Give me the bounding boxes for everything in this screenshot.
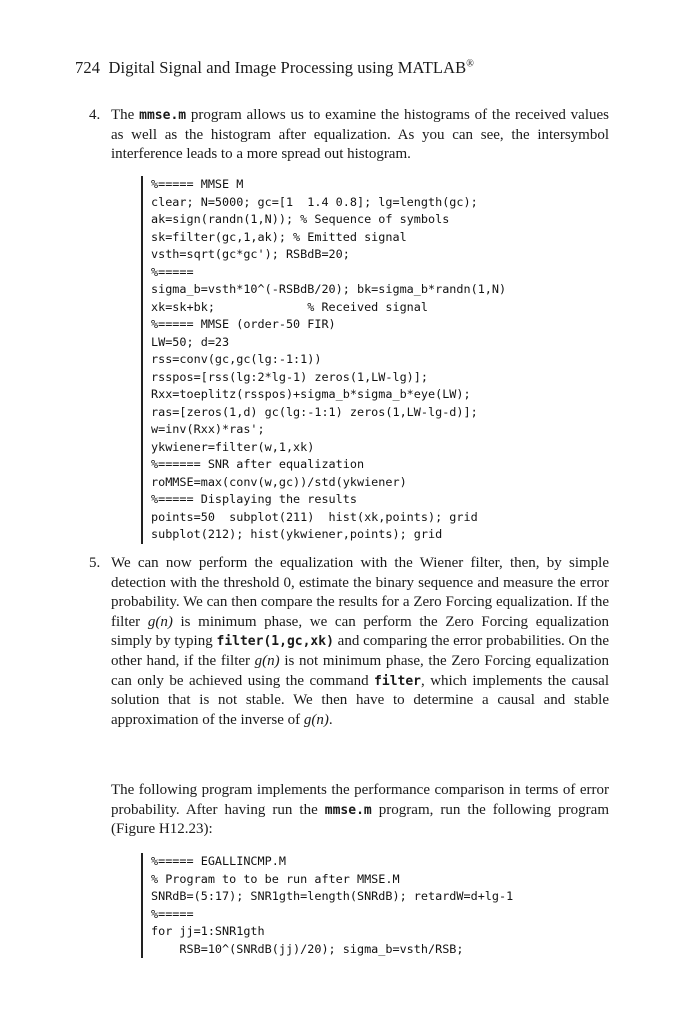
code-line: %=====	[151, 264, 194, 279]
code-line: subplot(212); hist(ykwiener,points); grid	[151, 527, 443, 541]
code-line: SNRdB=(5:17); SNR1gth=length(SNRdB); retardW=d+lg-1	[151, 889, 514, 903]
math-g-n: g(n)	[303, 711, 329, 728]
list-item-4	[89, 106, 609, 165]
code-line: sigma_b=vsth*10^(-RSBdB/20); bk=sigma_b*randn(1,N)	[151, 282, 507, 296]
code-line: LW=50; d=23	[151, 334, 230, 349]
code-line: %===== Displaying the results	[151, 492, 357, 506]
code-line: % Program to to be run after MMSE.M	[151, 871, 400, 886]
inline-code: filter	[374, 673, 422, 689]
registered-mark: ®	[466, 58, 474, 70]
code-line: vsth=sqrt(gc*gc'); RSBdB=20;	[151, 247, 350, 261]
inline-code: mmse.m	[139, 108, 187, 123]
item-number: 4.	[89, 107, 101, 123]
code-line: xk=sk+bk; % Received signal	[151, 299, 428, 314]
code-line: points=50 subplot(211) hist(xk,points); grid	[151, 509, 478, 524]
code-line: for jj=1:SNR1gth	[151, 924, 265, 938]
code-line: ak=sign(randn(1,N)); % Sequence of symbols	[151, 212, 450, 226]
code-line: ykwiener=filter(w,1,xk)	[151, 439, 315, 454]
paragraph: The following program implements the performance comparison in terms of error probability. After having run the mmse.m program, run the following program (Figure H12.23):	[111, 782, 609, 838]
code-line: ras=[zeros(1,d) gc(lg:-1:1) zeros(1,LW-lg-d)];	[151, 404, 478, 419]
inline-code: mmse.m	[324, 802, 372, 818]
item-text: We can now perform the equalization with the Wiener filter, then, by simple detection with the threshold 0, estimate the binary sequence and measure the error probability. We can then compare the results for a Zero Forcing equalization. If the filter g(n) is minimum phase, we can perform the Zero Forcing equalization simply by typing filter(1,gc,xk) and comparing the error probabilities. On the other hand, if the filter g(n) is not minimum phase, the Zero Forcing equalization can only be achieved using the command filter, which implements the causal solution that is not stable. We then have to determine a causal and stable approximation of the inverse of g(n).	[111, 555, 610, 728]
item-number: 5.	[89, 555, 101, 571]
code-listing-mmse	[141, 176, 506, 544]
code-line: %===== EGALLINCMP.M	[151, 854, 286, 868]
code-line: Rxx=toeplitz(rsspos)+sigma_b*sigma_b*eye(LW);	[151, 387, 471, 401]
code-line: %====== SNR after equalization	[151, 457, 365, 471]
list-item-5	[89, 554, 609, 730]
code-line: %===== MMSE M	[151, 177, 244, 191]
page-number: 724	[75, 58, 101, 77]
book-title: Digital Signal and Image Processing using MATLAB	[108, 58, 467, 77]
code-line: roMMSE=max(conv(w,gc))/std(ykwiener)	[151, 474, 407, 489]
page-header	[75, 58, 474, 78]
code-line: RSB=10^(SNRdB(jj)/20); sigma_b=vsth/RSB;	[151, 941, 464, 956]
item-text: The mmse.m program allows us to examine the histograms of the received values as well as the histogram after equalization. As you can see, the intersymbol interference leads to a more spread out histogram.	[111, 107, 609, 163]
code-line: rsspos=[rss(lg:2*lg-1) zeros(1,LW-lg)];	[151, 369, 428, 384]
code-line: %=====	[151, 906, 194, 921]
code-line: rss=conv(gc,gc(lg:-1:1))	[151, 352, 322, 366]
code-listing-egallincmp	[141, 853, 513, 958]
math-g-n: g(n)	[254, 652, 280, 669]
code-line: %===== MMSE (order-50 FIR)	[151, 317, 336, 331]
code-line: clear; N=5000; gc=[1 1.4 0.8]; lg=length(gc);	[151, 194, 478, 209]
math-g-n: g(n)	[147, 613, 173, 630]
inline-code: filter(1,gc,xk)	[216, 634, 334, 650]
code-line: w=inv(Rxx)*ras';	[151, 422, 265, 436]
code-line: sk=filter(gc,1,ak); % Emitted signal	[151, 229, 407, 244]
